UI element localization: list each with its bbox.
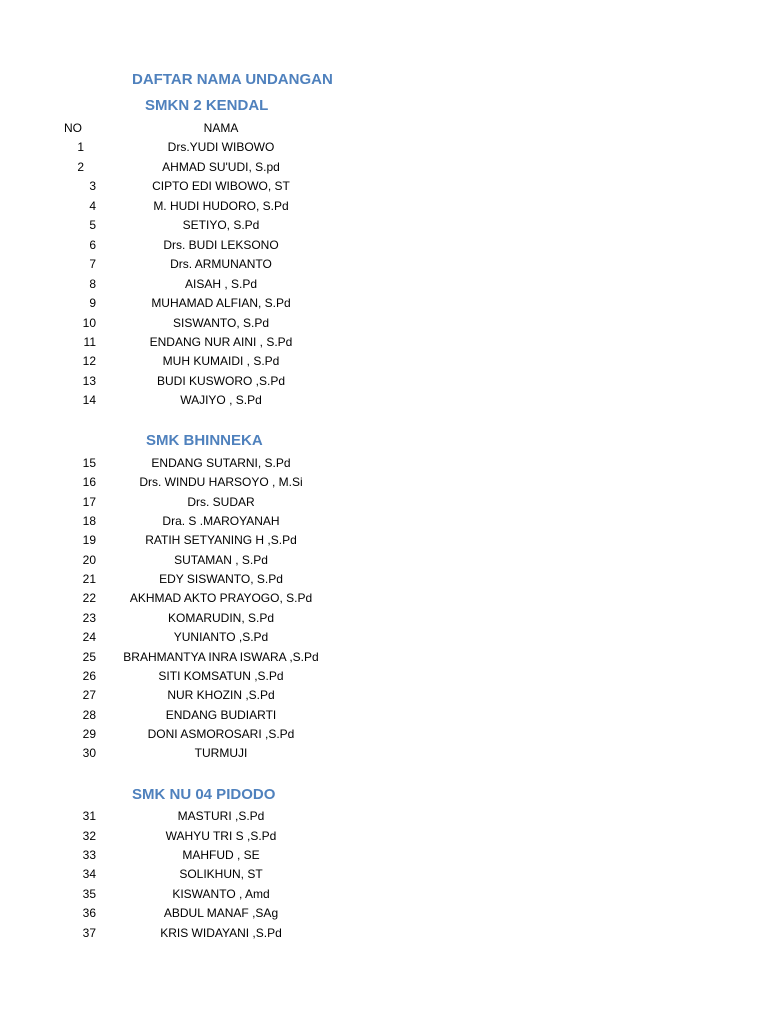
row-name: AKHMAD AKTO PRAYOGO, S.Pd <box>129 591 313 605</box>
column-header-no: NO <box>64 121 82 135</box>
row-no: 26 <box>82 668 96 683</box>
row-name: KOMARUDIN, S.Pd <box>167 610 275 625</box>
row-no: 35 <box>82 886 96 901</box>
row-no: 8 <box>89 276 96 291</box>
row-name: M. HUDI HUDORO, S.Pd <box>153 198 289 213</box>
row-name: Drs. WINDU HARSOYO , M.Si <box>139 475 303 489</box>
row-name: SOLIKHUN, ST <box>179 867 263 881</box>
row-name: BUDI KUSWORO ,S.Pd <box>156 373 286 388</box>
row-name: Dra. S .MAROYANAH <box>162 514 280 528</box>
row-no: 24 <box>82 630 96 644</box>
row-no: 23 <box>82 610 96 625</box>
row-no: 37 <box>82 925 96 940</box>
row-name: ABDUL MANAF ,SAg <box>163 906 279 920</box>
row-name: MASTURI ,S.Pd <box>177 809 265 823</box>
row-name: SUTAMAN , S.Pd <box>174 552 268 567</box>
row-no: 19 <box>82 533 96 547</box>
row-no: 12 <box>82 354 96 368</box>
row-name: SITI KOMSATUN ,S.Pd <box>158 668 284 683</box>
row-name: RATIH SETYANING H ,S.Pd <box>145 533 297 547</box>
row-no: 30 <box>82 746 96 760</box>
row-no: 20 <box>82 552 96 567</box>
row-no: 22 <box>82 591 96 605</box>
row-no: 21 <box>82 572 96 586</box>
row-no: 2 <box>77 159 84 174</box>
row-no: 33 <box>82 848 96 862</box>
row-name: AISAH , S.Pd <box>184 276 258 291</box>
row-name: KISWANTO , Amd <box>172 886 270 901</box>
row-name: MUH KUMAIDI , S.Pd <box>162 354 280 368</box>
row-name: DONI ASMOROSARI ,S.Pd <box>147 727 295 741</box>
row-no: 7 <box>89 257 96 271</box>
row-no: 18 <box>82 514 96 528</box>
row-no: 28 <box>82 707 96 722</box>
row-name: ENDANG BUDIARTI <box>165 707 277 722</box>
row-name: ENDANG NUR AINI , S.Pd <box>149 335 293 349</box>
row-name: SETIYO, S.Pd <box>182 218 260 232</box>
row-no: 1 <box>77 140 84 154</box>
row-no: 15 <box>82 455 96 470</box>
row-name: Drs. ARMUNANTO <box>170 257 272 271</box>
section-heading-smk-nu-04-pidodo: SMK NU 04 PIDODO <box>132 786 276 803</box>
row-no: 36 <box>82 906 96 920</box>
section-heading-smkn-2-kendal: SMKN 2 KENDAL <box>145 97 269 114</box>
row-name: NUR KHOZIN ,S.Pd <box>167 688 275 702</box>
row-name: CIPTO EDI WIBOWO, ST <box>152 179 290 193</box>
row-name: MUHAMAD ALFIAN, S.Pd <box>151 296 291 310</box>
row-no: 14 <box>82 393 96 407</box>
row-name: SISWANTO, S.Pd <box>172 315 270 330</box>
row-name: Drs.YUDI WIBOWO <box>167 140 275 154</box>
row-no: 11 <box>83 335 96 349</box>
row-name: BRAHMANTYA INRA ISWARA ,S.Pd <box>123 649 319 664</box>
row-no: 27 <box>82 688 96 702</box>
row-no: 17 <box>82 494 96 509</box>
row-no: 6 <box>89 237 96 252</box>
row-no: 29 <box>82 727 96 741</box>
row-name: TURMUJI <box>194 746 248 760</box>
row-no: 13 <box>82 373 96 388</box>
row-name: WAHYU TRI S ,S.Pd <box>165 828 277 843</box>
row-no: 34 <box>82 867 96 881</box>
row-no: 10 <box>82 315 96 330</box>
row-no: 9 <box>89 296 96 310</box>
row-no: 25 <box>82 649 96 664</box>
row-name: ENDANG SUTARNI, S.Pd <box>151 455 291 470</box>
row-name: MAHFUD , SE <box>182 848 260 862</box>
section-heading-smk-bhinneka: SMK BHINNEKA <box>146 432 263 449</box>
row-name: YUNIANTO ,S.Pd <box>173 630 269 644</box>
row-no: 31 <box>82 809 96 823</box>
row-name: EDY SISWANTO, S.Pd <box>159 572 283 586</box>
row-no: 5 <box>89 218 96 232</box>
row-no: 32 <box>82 828 96 843</box>
row-no: 4 <box>89 198 96 213</box>
document-title: DAFTAR NAMA UNDANGAN <box>132 71 333 88</box>
row-name: AHMAD SU'UDI, S.pd <box>162 159 280 174</box>
column-header-nama: NAMA <box>203 121 239 135</box>
row-name: Drs. BUDI LEKSONO <box>163 237 279 252</box>
row-name: KRIS WIDAYANI ,S.Pd <box>160 925 282 940</box>
row-no: 16 <box>82 475 96 489</box>
row-name: WAJIYO , S.Pd <box>180 393 262 407</box>
row-name: Drs. SUDAR <box>187 494 255 509</box>
row-no: 3 <box>89 179 96 193</box>
